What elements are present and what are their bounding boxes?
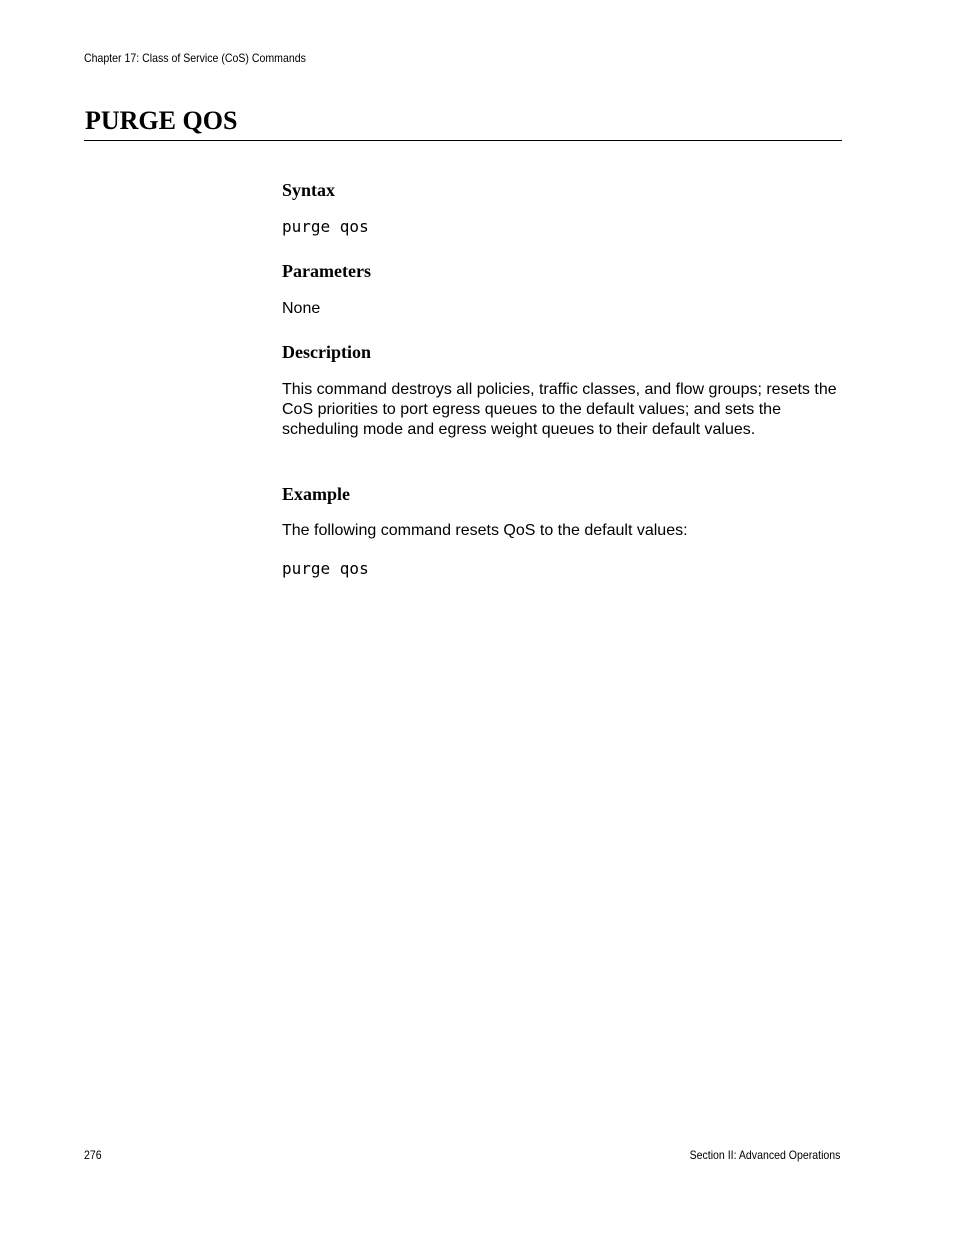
syntax-heading: Syntax [282,180,336,200]
parameters-text: None [282,300,321,317]
example-heading: Example [282,484,351,504]
page-title: PURGE QOS [85,106,238,135]
description-text: This command destroys all policies, traffic classes, and flow groups; resets the CoS priorities to port egress queues to the default values; and sets the scheduling mode and egress weight queues to their default values. [282,381,837,438]
running-header: Chapter 17: Class of Service (CoS) Commands [84,51,306,65]
title-rule [84,140,842,141]
example-text: The following command resets QoS to the default values: [282,522,688,539]
syntax-code: purge qos [282,217,369,236]
running-footer-section: Section II: Advanced Operations [689,1148,840,1162]
parameters-heading: Parameters [282,261,371,281]
description-heading: Description [282,342,371,362]
example-code: purge qos [282,559,369,578]
page-number: 276 [84,1148,102,1162]
